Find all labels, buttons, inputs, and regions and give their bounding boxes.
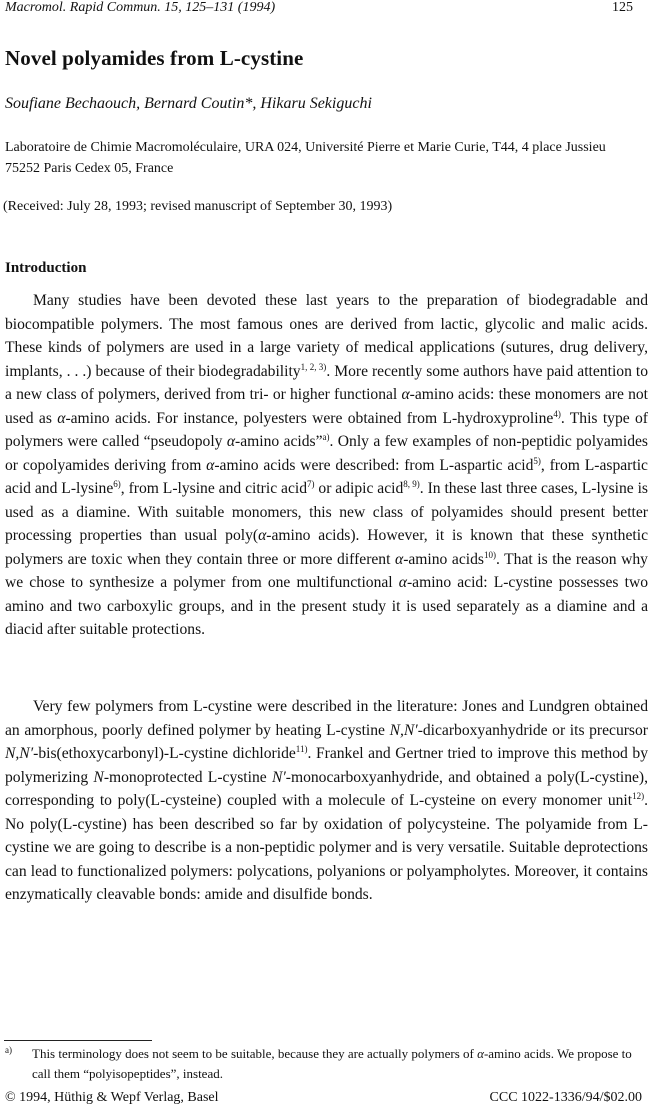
l-prefix: L — [61, 480, 71, 497]
text: -cysteine) coupled with a molecule of — [160, 792, 410, 809]
italic-n: N — [93, 768, 104, 786]
text: -dicarboxyanhydride or its precursor — [417, 721, 648, 739]
text: -amino acids were described: from — [214, 456, 440, 474]
text: -cystine we are going to describe is a non-peptidic polymer and is very versatile. Suitable deprotections can lead to functionalized polymers: polycations, polyanions or polyampholytes. Moreover, it contains enzymatically cleavable bonds: amide and disulfide bonds. — [5, 815, 648, 903]
text: . In these last three cases, — [419, 480, 582, 497]
text: -cystine — [335, 721, 390, 739]
text: . That is the reason why we chose to synthesize a polymer from one multifunctional — [5, 550, 648, 591]
text: Many studies have been devoted these last years to the preparation of biodegradable and biocompatible polymers. The most famous ones are derived from lactic, glycolic and malic acids. These kinds of polymers are used in a large variety of medical applications (sutures, drug delivery, implants, . . .) because of their biodegradability — [5, 292, 648, 380]
text: -amino acids — [403, 550, 484, 568]
alpha-symbol: α — [398, 574, 407, 591]
reference: 4) — [553, 408, 561, 419]
text: . Only a few examples of non-peptidic polyamides or copolyamides deriving from — [5, 433, 648, 474]
reference: 12) — [632, 790, 645, 801]
text: -lysine is used as a diamine. With suitable monomers, this new class of polyamides should present better processing properties than usual poly( — [5, 480, 648, 544]
text: -cystine were described in the literature: Jones and Lundgren obtained an amorphous, poorly defined polymer by heating — [5, 698, 648, 739]
reference: 6) — [113, 478, 121, 489]
text: -bis(ethoxycarbonyl)- — [33, 745, 170, 762]
reference: 1, 2, 3) — [300, 361, 327, 372]
reference: 8, 9) — [403, 478, 420, 489]
text: -cystine), corresponding to poly( — [5, 768, 649, 809]
text: . No poly( — [5, 792, 649, 833]
title-prefix: L — [219, 46, 234, 70]
text: , from — [540, 456, 585, 474]
l-prefix: L — [62, 815, 73, 833]
alpha-symbol: α — [395, 550, 404, 568]
text: , from — [120, 480, 163, 497]
intro-paragraph-1 — [5, 289, 648, 642]
l-prefix: L — [150, 792, 161, 809]
text: -amino acid: — [406, 574, 494, 591]
l-prefix: L — [493, 574, 504, 591]
text: . Frankel and Gertner tried to improve this method by polymerizing — [5, 745, 648, 786]
reference: 11) — [295, 743, 308, 754]
text: -aspartic acid — [448, 456, 534, 474]
alpha-symbol: α — [477, 1046, 484, 1061]
footnote — [5, 1044, 645, 1084]
l-prefix: L — [193, 698, 203, 715]
text: Very few polymers from — [33, 698, 194, 715]
ccc-code: CCC 1022-1336/94/$02.00 — [489, 1090, 642, 1105]
l-prefix: L — [633, 815, 643, 833]
title-suffix: -cystine — [233, 46, 304, 70]
text: -aspartic acid and — [5, 456, 648, 497]
alpha-symbol: α — [206, 456, 215, 474]
text: -amino acids). However, it is known that these synthetic polymers are toxic when they contain three or more different — [5, 527, 648, 568]
received-dates: (Received: July 28, 1993; revised manuscript of September 30, 1993) — [3, 199, 393, 214]
text: or adipic acid — [314, 480, 404, 497]
alpha-symbol: α — [226, 433, 236, 450]
reference: 7) — [307, 478, 315, 489]
text: -amino acids” — [235, 433, 323, 450]
article-title — [5, 46, 303, 71]
l-prefix: L — [442, 409, 452, 427]
footnote-rule — [4, 1040, 152, 1041]
alpha-symbol: α — [401, 386, 410, 403]
text: -amino acids. We propose to call them “polyisopeptides”, instead. — [32, 1046, 632, 1081]
text: -cystine) has been described so far by oxidation of polycysteine. The polyamide from — [72, 815, 634, 833]
text: -lysine — [70, 480, 114, 497]
italic-n: N,N′ — [5, 745, 34, 762]
l-prefix: L — [409, 792, 420, 809]
reference: 10) — [483, 549, 496, 560]
italic-n: N,N′ — [389, 721, 418, 739]
text: -lysine and citric acid — [172, 480, 307, 497]
text: This terminology does not seem to be suitable, because they are actually polymers of — [32, 1046, 478, 1061]
text: -amino acids. For instance, polyesters were obtained from — [65, 409, 443, 427]
affiliation: Laboratoire de Chimie Macromoléculaire, URA 024, Université Pierre et Marie Curie, T44, 4 place Jussieu 75252 Paris Cedex 05, France — [5, 140, 606, 176]
alpha-symbol: α — [57, 409, 66, 427]
l-prefix: L — [162, 480, 173, 497]
text: . This type of polymers were called “pseudopoly — [5, 409, 649, 450]
l-prefix: L — [169, 745, 179, 762]
authors: Soufiane Bechaouch, Bernard Coutin*, Hikaru Sekiguchi — [5, 95, 372, 112]
italic-n: N′ — [271, 768, 286, 786]
footnote-mark: a) — [5, 1045, 12, 1055]
text: -hydroxyproline — [451, 409, 554, 427]
text: -monocarboxyanhydride, and obtained a poly( — [285, 768, 581, 786]
alpha-symbol: α — [258, 527, 267, 544]
l-prefix: L — [439, 456, 449, 474]
text: -cystine — [217, 768, 272, 786]
l-prefix: L — [207, 768, 218, 786]
text: -cystine possesses two amino and two carboxylic groups, and in the present study it is used separately as a diamine and a diacid after suitable protections. — [5, 574, 648, 638]
text: -monoprotected — [103, 768, 208, 786]
page-number: 125 — [612, 0, 633, 15]
l-prefix: L — [580, 768, 590, 786]
copyright: © 1994, Hüthig & Wepf Verlag, Basel — [5, 1090, 219, 1105]
section-heading: Introduction — [5, 260, 87, 276]
footnote-marker: a) — [322, 431, 330, 442]
text: -cysteine on every monomer unit — [419, 792, 633, 809]
title-main: Novel polyamides from — [5, 46, 220, 70]
reference: 5) — [533, 455, 541, 466]
running-head: Macromol. Rapid Commun. 15, 125–131 (1994) — [5, 0, 276, 15]
l-prefix: L — [581, 480, 592, 497]
l-prefix: L — [584, 456, 595, 474]
footnote-text — [32, 1044, 644, 1084]
text: -amino acids: these monomers are not used as — [5, 386, 648, 427]
text: . More recently some authors have paid attention to a new class of polymers, derived from tri- or higher functional — [5, 362, 648, 403]
text: -cystine dichloride — [178, 745, 296, 762]
l-prefix: L — [326, 721, 336, 739]
intro-paragraph-2 — [5, 695, 648, 907]
